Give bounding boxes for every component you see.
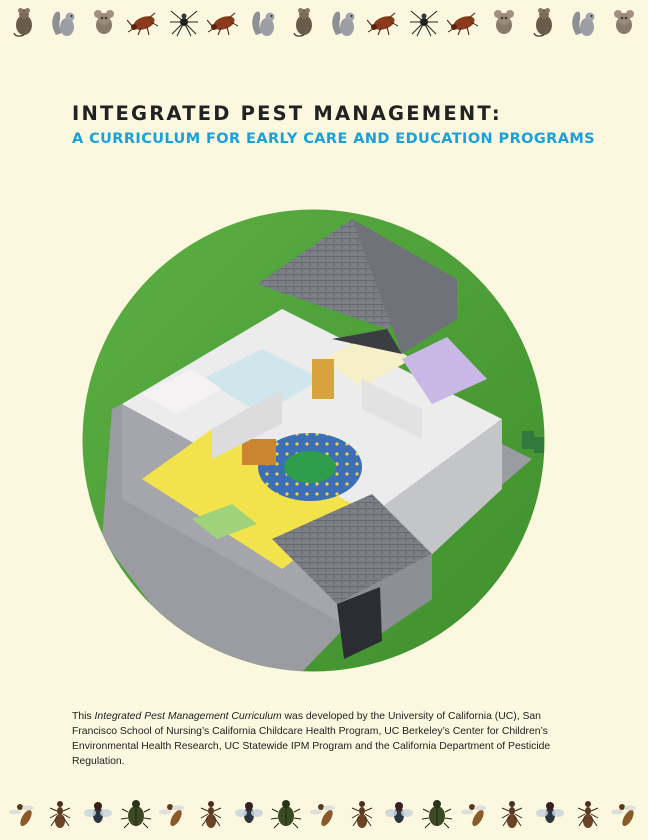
bottom-insect-border xyxy=(0,793,648,833)
fly-icon xyxy=(382,796,416,830)
mouse-icon xyxy=(87,5,121,39)
squirrel-icon xyxy=(47,5,81,39)
curriculum-name: Integrated Pest Management Curriculum xyxy=(94,711,282,722)
childcare-building-illustration xyxy=(82,209,545,672)
wasp-icon xyxy=(156,796,190,830)
wasp-icon xyxy=(458,796,492,830)
beetle-icon xyxy=(269,796,303,830)
wasp-icon xyxy=(608,796,642,830)
ant-icon xyxy=(571,796,605,830)
cockroach-icon xyxy=(127,5,161,39)
top-pest-border xyxy=(0,2,648,42)
ant-icon xyxy=(345,796,379,830)
rat-icon xyxy=(527,5,561,39)
ant-icon xyxy=(194,796,228,830)
credits-text-end: was developed by the University of California (UC), San Francisco School of Nursing’s California Childcare Health Program, UC Berkeley’s Center for Children’s Environmental Health Research, UC Statewide IPM Program and the California Department of Pesticide Regulation. xyxy=(72,711,551,767)
wasp-icon xyxy=(6,796,40,830)
beetle-icon xyxy=(420,796,454,830)
beetle-icon xyxy=(119,796,153,830)
cockroach-icon xyxy=(447,5,481,39)
cockroach-icon xyxy=(207,5,241,39)
squirrel-icon xyxy=(247,5,281,39)
squirrel-icon xyxy=(327,5,361,39)
spider-icon xyxy=(167,5,201,39)
fly-icon xyxy=(232,796,266,830)
fly-icon xyxy=(81,796,115,830)
ant-icon xyxy=(495,796,529,830)
mouse-icon xyxy=(487,5,521,39)
fly-icon xyxy=(533,796,567,830)
ant-icon xyxy=(43,796,77,830)
spider-icon xyxy=(407,5,441,39)
page-subtitle: A CURRICULUM FOR EARLY CARE AND EDUCATION PROGRAMS xyxy=(72,131,596,147)
mouse-icon xyxy=(607,5,641,39)
page-title: INTEGRATED PEST MANAGEMENT: xyxy=(72,102,502,125)
squirrel-icon xyxy=(567,5,601,39)
rat-icon xyxy=(287,5,321,39)
credits-paragraph xyxy=(72,709,582,769)
cockroach-icon xyxy=(367,5,401,39)
rat-icon xyxy=(7,5,41,39)
wasp-icon xyxy=(307,796,341,830)
credits-text-start: This xyxy=(72,711,95,722)
